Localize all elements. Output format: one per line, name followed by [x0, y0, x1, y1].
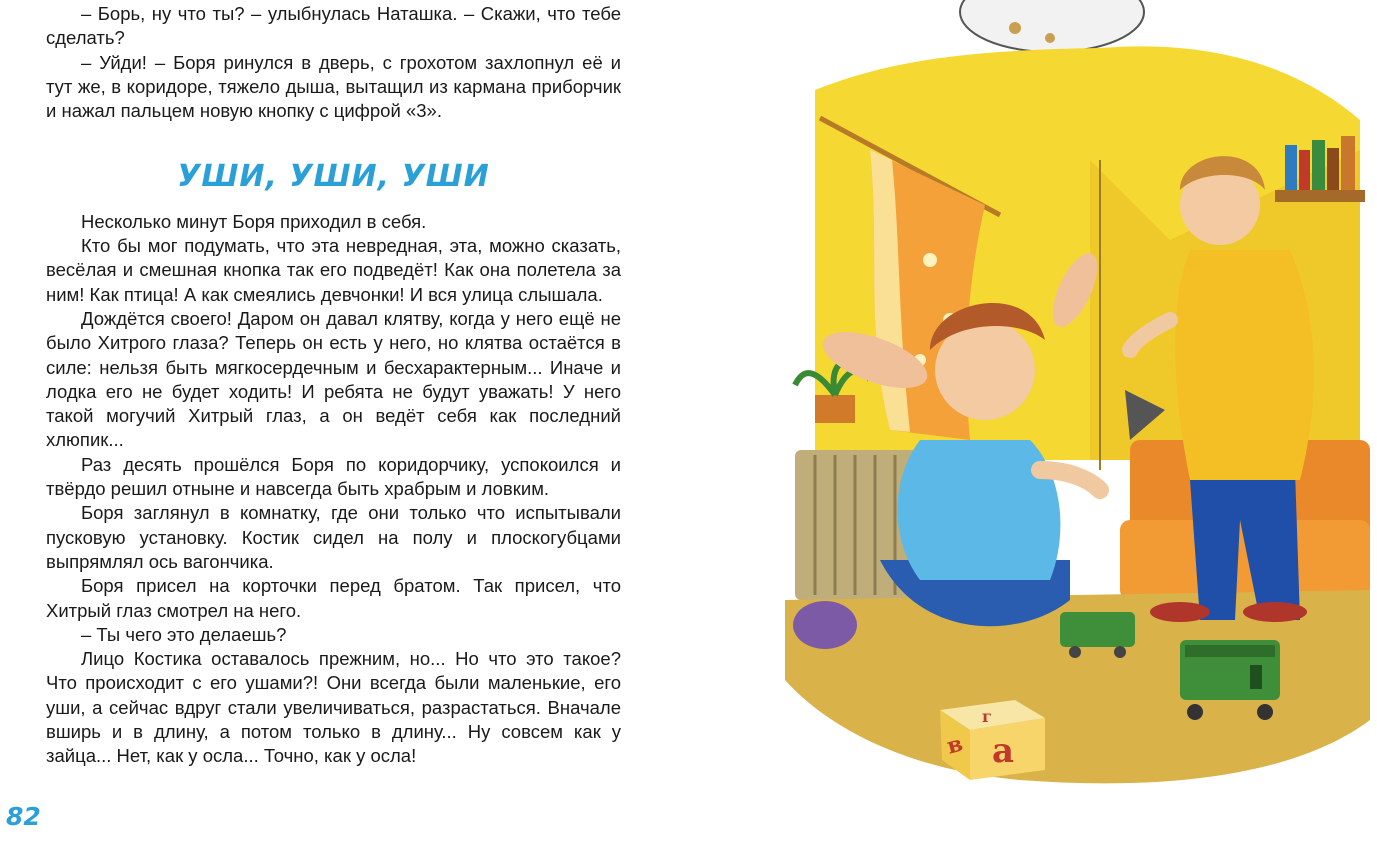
- room-illustration: [770, 0, 1377, 800]
- paragraph: – Ты чего это делаешь?: [81, 623, 287, 645]
- paragraph: Боря присел на корточки перед братом. Так присел, что Хитрый глаз смотрел на него.: [46, 575, 621, 621]
- paragraph: Раз десять прошёлся Боря по коридорчику, успокоился и твёрдо решил отныне и навсегда быть храбрым и ловким.: [46, 453, 621, 500]
- paragraph: – Борь, ну что ты? – улыбнулась Наташка. – Скажи, что тебе сделать?: [46, 3, 621, 49]
- block-letter: в: [944, 730, 966, 760]
- paragraph: Боря заглянул в комнатку, где они только что испытывали пусковую установку. Костик сидел на полу и плоскогубцами выпрямлял ось вагончика.: [46, 502, 621, 572]
- text-column: [46, 0, 621, 769]
- paragraph: – Уйди! – Боря ринулся в дверь, с грохотом захлопнул её и тут же, в коридоре, тяжело дыша, вытащил из кармана приборчик и нажал пальцем новую кнопку с цифрой «3».: [46, 51, 621, 122]
- paragraph: Несколько минут Боря приходил в себя.: [81, 210, 427, 232]
- bookshelf: [1275, 136, 1365, 202]
- block-letter: г: [982, 707, 992, 726]
- block-letter: а: [992, 731, 1015, 771]
- paragraph: Кто бы мог подумать, что эта невредная, эта, можно сказать, весёлая и смешная кнопка так его подведёт! Как она полетела за ним! Как птица! А как смеялись девчонки! И вся улица слышала.: [46, 235, 621, 305]
- toy-block: [940, 700, 1045, 780]
- paragraph: Лицо Костика оставалось прежним, но... Но что это такое? Что происходит с его ушами?! Они всегда были маленькие, его уши, а сейчас вдруг стали увеличиваться, разрастаться. Вначале вширь и в длину, а потом только в длину... Ну совсем как у зайца... Нет, как у осла... Точно, как у осла!: [46, 648, 621, 767]
- chapter-title: УШИ, УШИ, УШИ: [177, 159, 490, 195]
- paragraph: Дождётся своего! Даром он давал клятву, когда у него ещё не было Хитрого глаза? Теперь он есть у него, но клятва остаётся в силе: нельзя быть мягкосердечным и бесхарактерным... Иначе и лодка его не будет ходить! И ребята не будут уважать! У него такой могучий Хитрый глаз, а он ведёт себя как последний хлюпик...: [46, 307, 621, 451]
- ceiling-lamp: [960, 0, 1144, 52]
- page-number: 82: [6, 802, 41, 831]
